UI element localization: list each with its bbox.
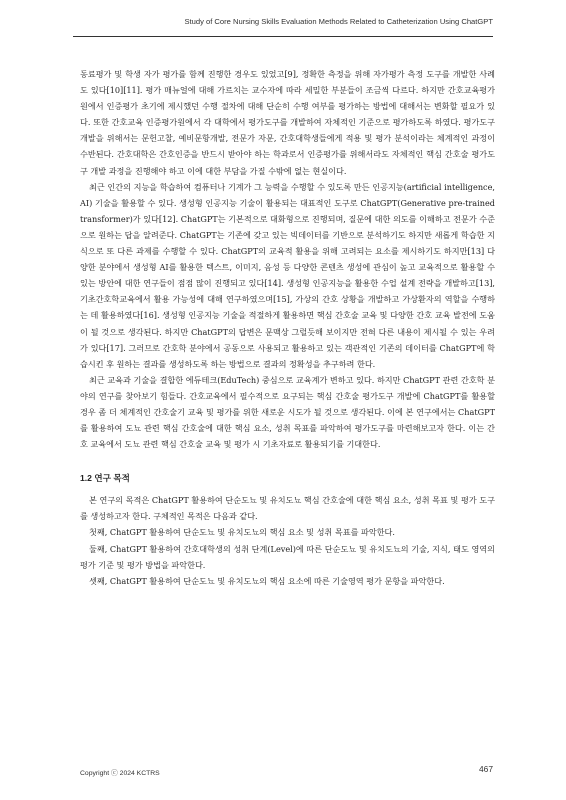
purpose-paragraph: 본 연구의 목적은 ChatGPT 활용하여 단순도뇨 및 유치도뇨 핵심 간호술에 대한 핵심 요소, 성취 목표 및 평가 도구를 생성하고자 한다. 구체적인 목적은 다음과 같다. xyxy=(80,495,495,522)
article-body xyxy=(80,66,495,589)
paragraph-2: 최근 인간의 지능을 학습하여 컴퓨터나 기계가 그 능력을 수행할 수 있도록 만든 인공지능(artificial intelligence, AI) 기술을 활용할 수 있다. 생성형 인공지능 기술이 활용되는 대표적인 도구로 ChatGPT(Generative pre-trained transformer)가 있다[12]. ChatGPT는 기본적으로 대화형으로 진행되며, 질문에 대한 의도를 이해하고 전문가 수준으로 원하는 답을 알려준다. ChatGPT는 기존에 갖고 있는 빅데이터를 기반으로 분석하기도 하지만 새롭게 학습한 지식으로 또 다른 과제를 수행할 수 있다. ChatGPT의 교육적 활용을 위해 고려되는 요소를 제시하기도 하지만[13] 다양한 분야에서 생성형 AI를 활용한 텍스트, 이미지, 음성 등 다양한 콘텐츠 생성에 관심이 높고 교육적으로 활용할 수 있는 방안에 대한 연구들이 점점 많이 진행되고 있다[14]. 생성형 인공지능을 활용한 수업 설계 전략을 개발하고[13], 기초간호학교육에서 활용 가능성에 대해 연구하였으며[15], 가상의 간호 상황을 개발하고 가상환자의 역할을 수행하는 데 활용하였다[16]. 생성형 인공지능 기술을 적절하게 활용하면 핵심 간호술 교육 및 다양한 간호 교육 발전에 도움이 될 것으로 생각된다. 하지만 ChatGPT의 답변은 문맥상 그럴듯해 보이지만 전혀 다른 내용이 제시될 수 있는 우려가 있다[17]. 그러므로 간호학 분야에서 공동으로 사용되고 활용하고 있는 객관적인 기존의 데이터를 ChatGPT에 학습시킨 후 원하는 결과를 생성하도록 하는 방법으로 결과의 정확성을 추구하려 한다. xyxy=(80,181,495,369)
running-header: Study of Core Nursing Skills Evaluation Methods Related to Catheterization Using ChatGPT xyxy=(184,17,493,26)
purpose-item-1: 첫째, ChatGPT 활용하여 단순도뇨 및 유치도뇨의 핵심 요소 및 성취 목표를 파악한다. xyxy=(89,527,395,538)
purpose-item-2: 둘째, ChatGPT 활용하여 간호대학생의 성취 단계(Level)에 따른 단순도뇨 및 유치도뇨의 기술, 지식, 태도 영역의 평가 기준 및 평가 방법을 파악한다. xyxy=(80,543,495,570)
footer-copyright: Copyright ⓒ 2024 KCTRS xyxy=(80,770,160,777)
paragraph-1: 동료평가 및 학생 자가 평가를 함께 진행한 경우도 있었고[9], 정확한 측정을 위해 자가평가 측정 도구를 개발한 사례도 있다[10][11]. 평가 매뉴얼에 대해 가르치는 교수자에 따라 세밀한 부분들이 조금씩 다르다. 하지만 간호교육평가원에서 인증평가 초기에 제시했던 수행 절차에 대해 단순히 수행 여부를 평가하는 방법에 대해서는 변화할 필요가 있다. 또한 간호교육 인증평가원에서 각 대학에서 평가도구를 개발하여 자체적인 기준으로 평가하도록 하였다. 평가도구 개발을 위해서는 문헌고찰, 예비문항개발, 전문가 자문, 간호대학생들에게 적용 및 평가 분석이라는 체계적인 과정이 수반된다. 간호대학은 간호인증을 반드시 받아야 하는 학과로서 인증평가를 위해서라도 자체적인 핵심 간호술 평가도구 개발 과정을 진행해야 하고 이에 대한 부담을 가질 수밖에 없는 현실이다. xyxy=(80,69,495,176)
header-rule xyxy=(73,36,493,37)
section-heading: 1.2 연구 목적 xyxy=(80,473,130,484)
page-number: 467 xyxy=(479,764,493,774)
purpose-item-3: 셋째, ChatGPT 활용하여 단순도뇨 및 유치도뇨의 핵심 요소에 따른 기술영역 평가 문항을 파악한다. xyxy=(89,575,445,586)
paragraph-3: 최근 교육과 기술을 결합한 에듀테크(EduTech) 중심으로 교육계가 변하고 있다. 하지만 ChatGPT 관련 간호학 분야의 연구를 찾아보기 힘들다. 간호교육에서 필수적으로 요구되는 핵심 간호술 평가도구 개발에 ChatGPT를 활용할 경우 좀 더 체계적인 간호술기 교육 및 평가를 위한 새로운 시도가 될 것으로 생각된다. 이에 본 연구에서는 ChatGPT를 활용하여 도뇨 관련 핵심 간호술에 대한 핵심 요소, 성취 목표를 파악하여 평가도구를 마련해보고자 한다. 이는 간호 교육에서 도뇨 관련 핵심 간호술 교육 및 평가 시 기초자료로 활용되기를 기대한다. xyxy=(80,374,495,450)
